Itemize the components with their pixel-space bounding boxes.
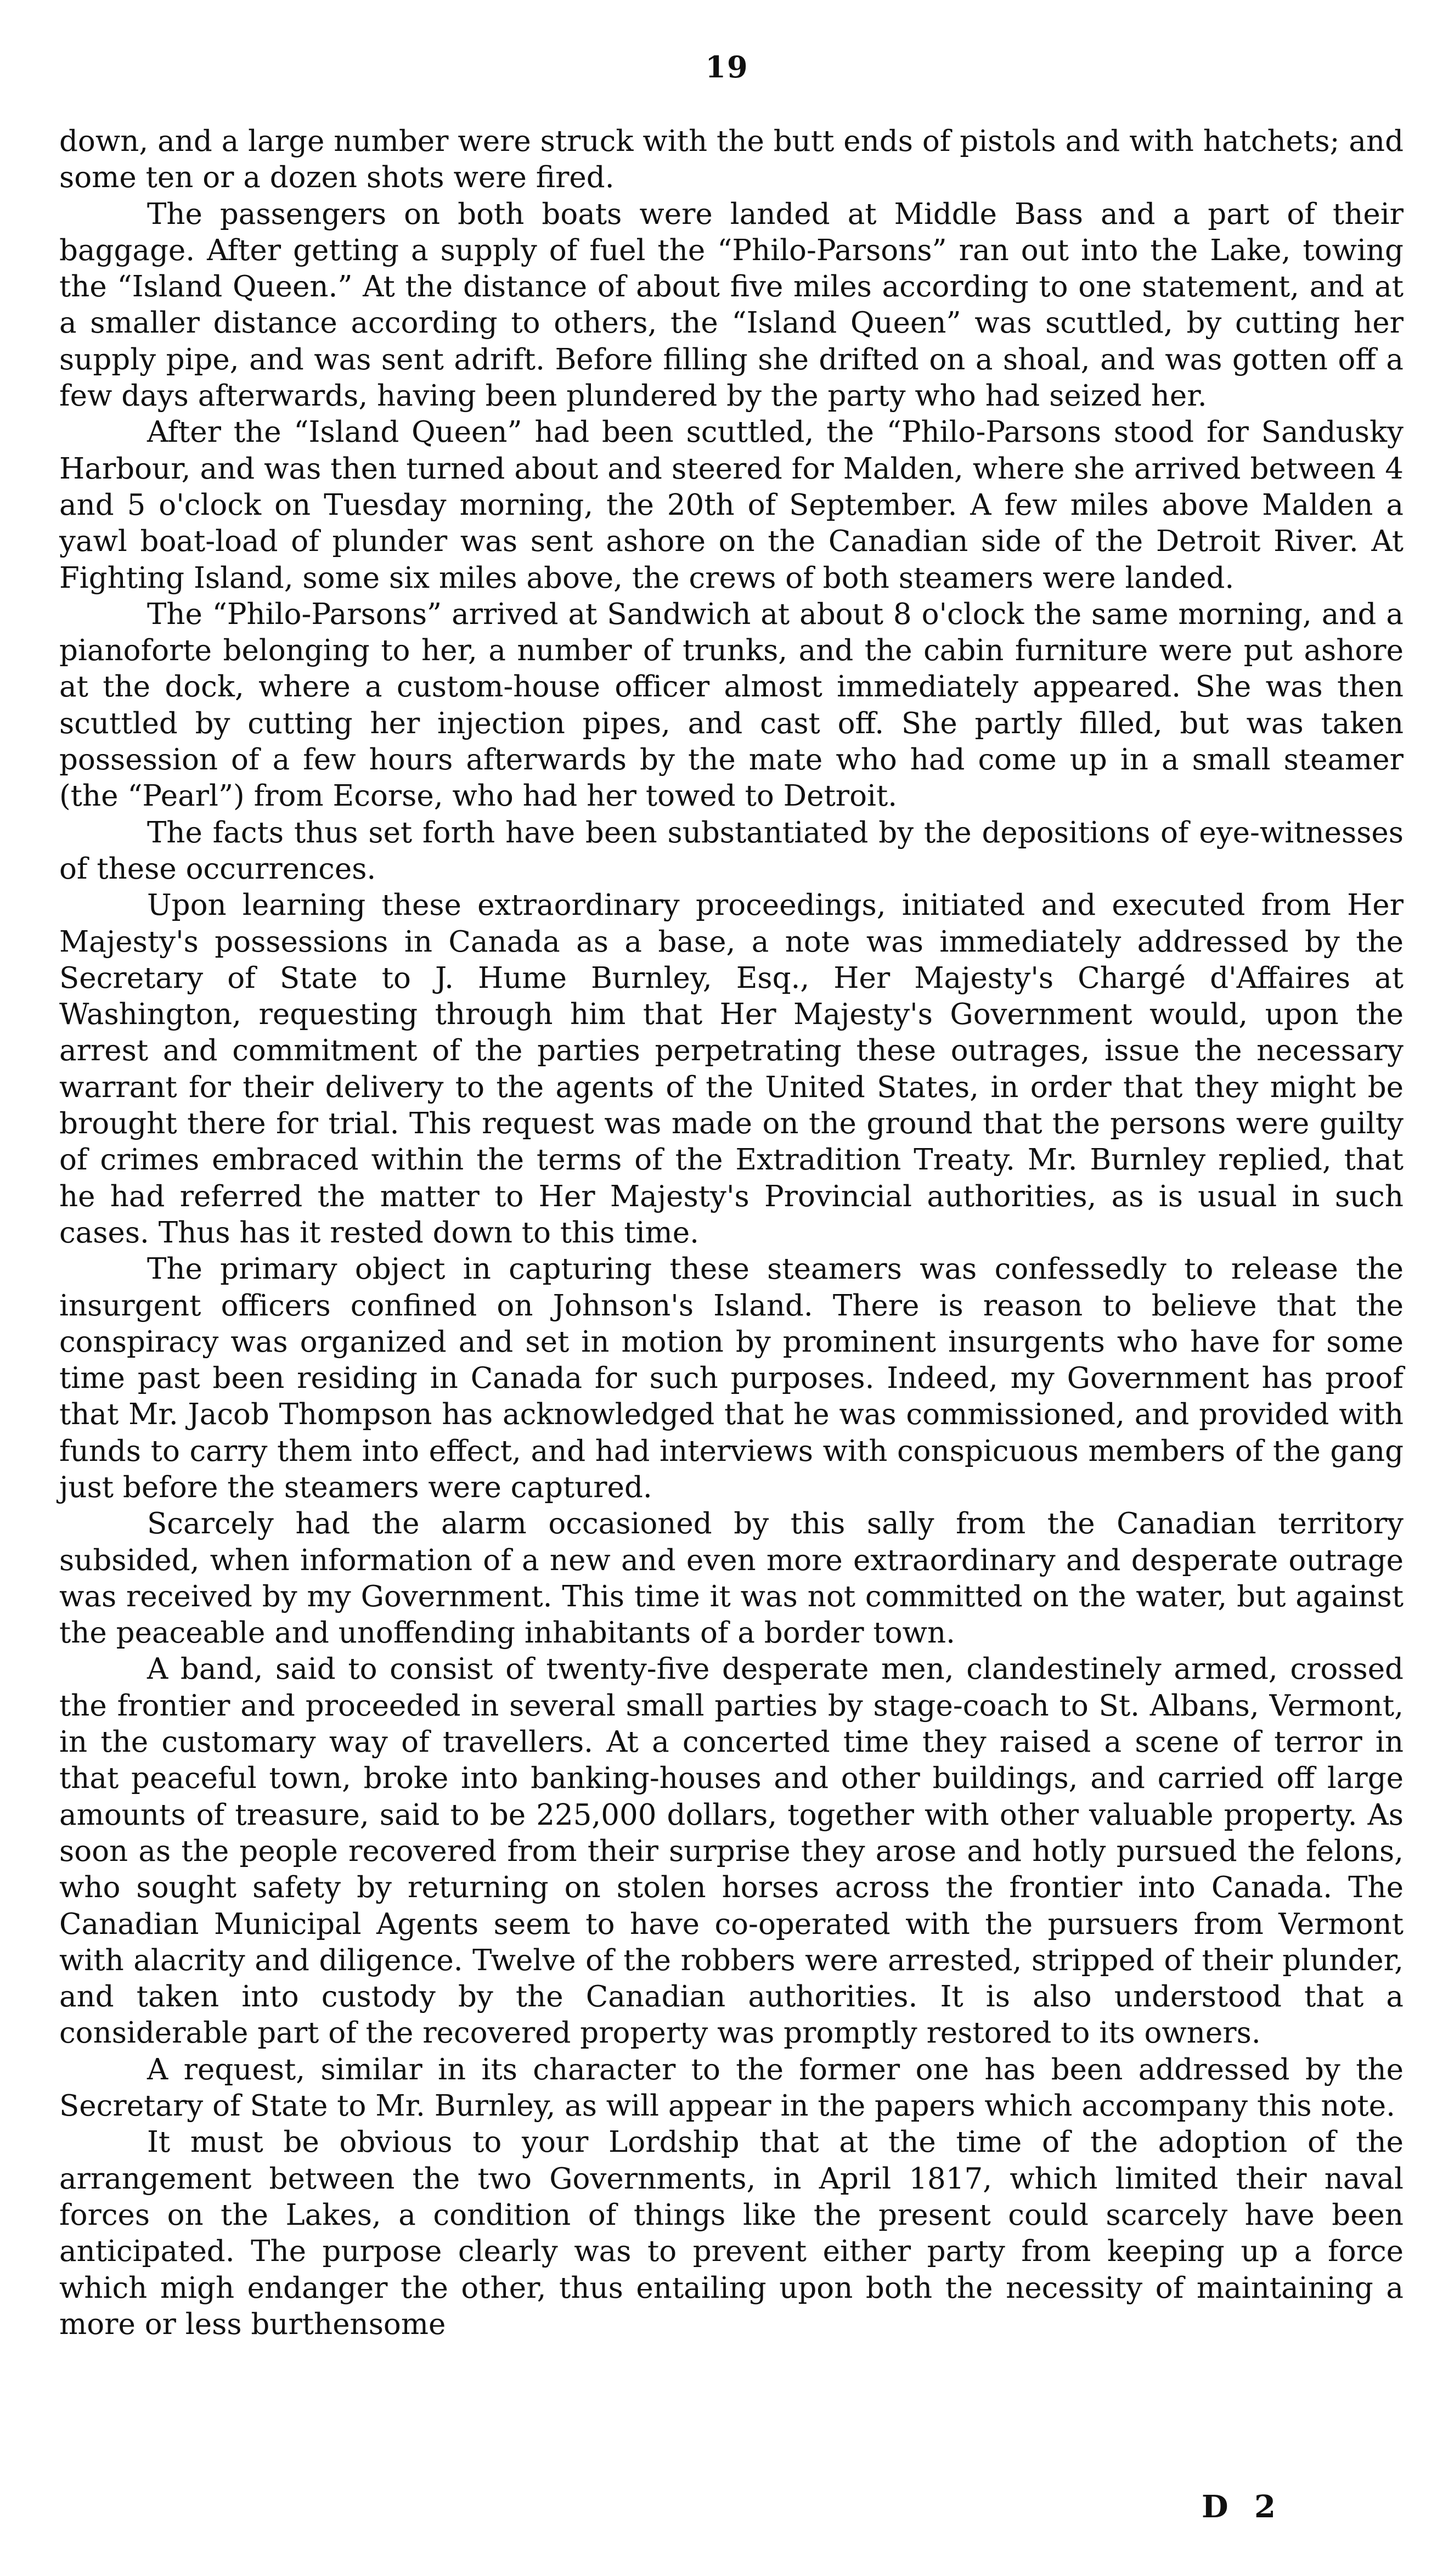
paragraph-11: It must be obvious to your Lordship that at the time of the adoption of the arrangement between the two Governments, in April 1817, which limited their naval forces on the Lakes, a condition of things like the present could scarcely have been anticipated. The purpose clearly was to prevent either party from keeping up a force which migh endanger the other, thus entailing upon both the necessity of maintaining a more or less burthensome [59, 2125, 1404, 2341]
paragraph-10: A request, similar in its character to the former one has been addressed by the Secretary of State to Mr. Burnley, as will appear in the papers which accompany this note. [59, 2052, 1404, 2123]
paragraph-9: A band, said to consist of twenty-five desperate men, clandestinely armed, crossed the frontier and proceeded in several small parties by stage-coach to St. Albans, Vermont, in the customary way of travellers. At a concerted time they raised a scene of terror in that peaceful town, broke into banking-houses and other buildings, and carried off large amounts of treasure, said to be 225,000 dollars, together with other valuable property. As soon as the people recovered from their surprise they arose and hotly pursued the felons, who sought safety by returning on stolen horses across the frontier into Canada. The Canadian Municipal Agents seem to have co-operated with the pursuers from Vermont with alacrity and diligence. Twelve of the robbers were arrested, stripped of their plunder, and taken into custody by the Canadian authorities. It is also understood that a considerable part of the recovered property was promptly restored to its owners. [59, 1652, 1404, 2050]
paragraph-5: The facts thus set forth have been substantiated by the depositions of eye-witnesses of these occurrences. [59, 815, 1404, 886]
body-text [59, 123, 1404, 2343]
paragraph-1: down, and a large number were struck with the butt ends of pistols and with hatchets; and some ten or a dozen shots were fired. [59, 125, 1404, 195]
paragraph-7: The primary object in capturing these steamers was confessedly to release the insurgent officers confined on Johnson's Island. There is reason to believe that the conspiracy was organized and set in motion by prominent insurgents who have for some time past been residing in Canada for such purposes. Indeed, my Government has proof that Mr. Jacob Thompson has acknowledged that he was commissioned, and provided with funds to carry them into effect, and had interviews with conspicuous members of the gang just before the steamers were captured. [59, 1252, 1404, 1504]
page-number: 19 [705, 49, 749, 85]
paragraph-6: Upon learning these extraordinary proceedings, initiated and executed from Her Majesty's possessions in Canada as a base, a note was immediately addressed by the Secretary of State to J. Hume Burnley, Esq., Her Majesty's Chargé d'Affaires at Washington, requesting through him that Her Majesty's Government would, upon the arrest and commitment of the parties perpetrating these outrages, issue the necessary warrant for their delivery to the agents of the United States, in order that they might be brought there for trial. This request was made on the ground that the persons were guilty of crimes embraced within the terms of the Extradition Treaty. Mr. Burnley replied, that he had referred the matter to Her Majesty's Provincial authorities, as is usual in such cases. Thus has it rested down to this time. [59, 888, 1404, 1250]
signature-mark: D 2 [1202, 2489, 1284, 2525]
paragraph-3: After the “Island Queen” had been scuttled, the “Philo-Parsons stood for Sandusky Harbour, and was then turned about and steered for Malden, where she arrived between 4 and 5 o'clock on Tuesday morning, the 20th of September. A few miles above Malden a yawl boat-load of plunder was sent ashore on the Canadian side of the Detroit River. At Fighting Island, some six miles above, the crews of both steamers were landed. [59, 415, 1404, 595]
paragraph-2: The passengers on both boats were landed at Middle Bass and a part of their baggage. After getting a supply of fuel the “Philo-Parsons” ran out into the Lake, towing the “Island Queen.” At the distance of about five miles according to one statement, and at a smaller distance according to others, the “Island Queen” was scuttled, by cutting her supply pipe, and was sent adrift. Before filling she drifted on a shoal, and was gotten off a few days afterwards, having been plundered by the party who had seized her. [59, 197, 1404, 413]
paragraph-4: The “Philo-Parsons” arrived at Sandwich at about 8 o'clock the same morning, and a pianoforte belonging to her, a number of trunks, and the cabin furniture were put ashore at the dock, where a custom-house officer almost immediately appeared. She was then scuttled by cutting her injection pipes, and cast off. She partly filled, but was taken possession of a few hours afterwards by the mate who had come up in a small steamer (the “Pearl”) from Ecorse, who had her towed to Detroit. [59, 597, 1404, 813]
paragraph-8: Scarcely had the alarm occasioned by this sally from the Canadian territory subsided, when information of a new and even more extraordinary and desperate outrage was received by my Government. This time it was not committed on the water, but against the peaceable and unoffending inhabitants of a border town. [59, 1507, 1404, 1650]
